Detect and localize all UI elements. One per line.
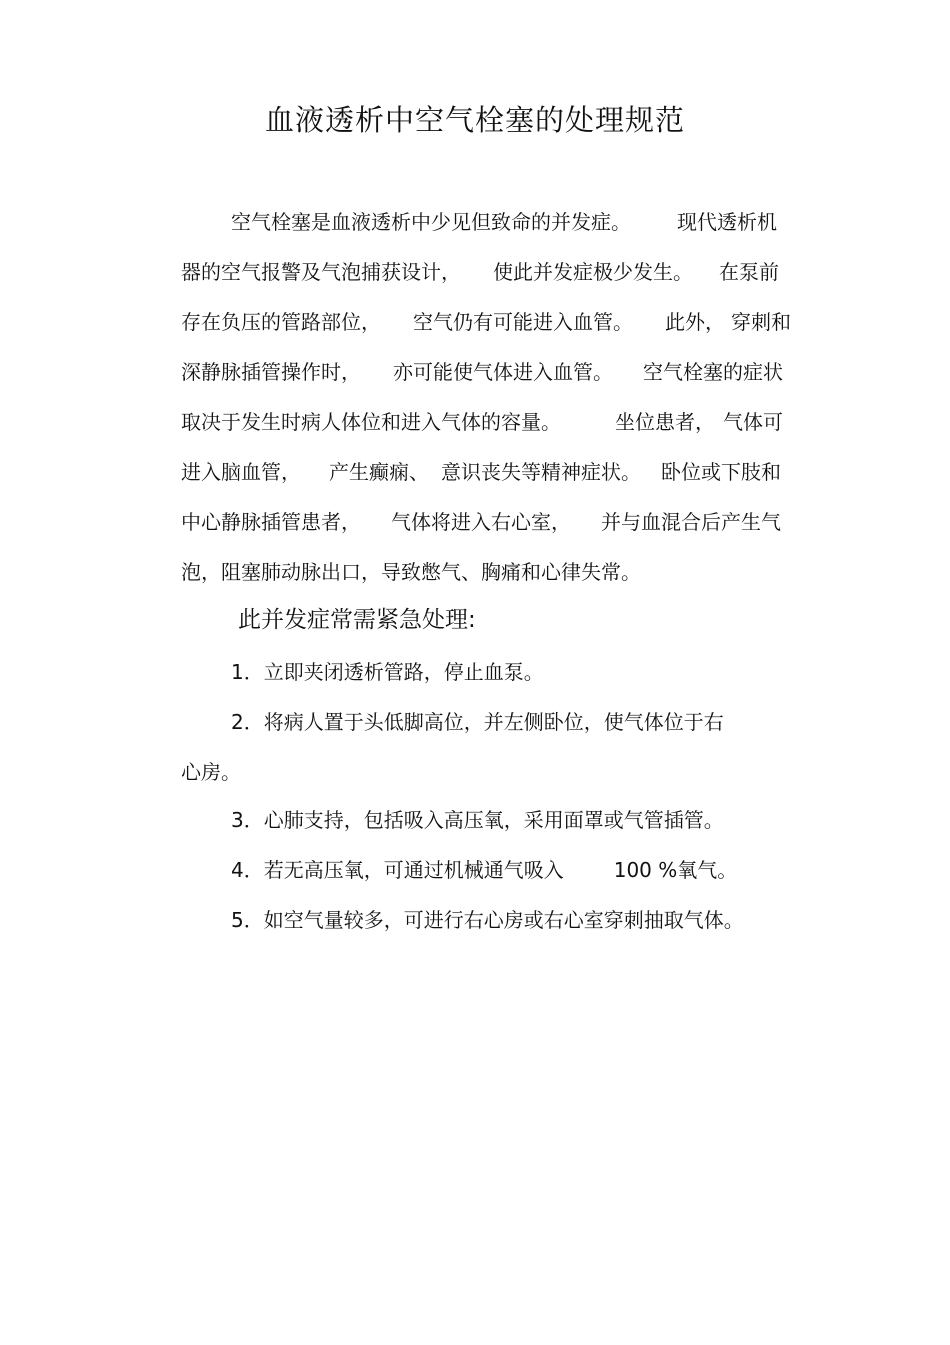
paragraph-line-5 xyxy=(181,408,783,436)
paragraph-line-6 xyxy=(181,458,781,486)
text-segment: 存在负压的管路部位， xyxy=(181,310,381,334)
text-segment: 取决于发生时病人体位和进入气体的容量。 xyxy=(181,410,561,434)
text-segment: 深静脉插管操作时， xyxy=(181,360,361,384)
text-segment: 此外， xyxy=(665,310,725,334)
step-item-5: 5．如空气量较多，可进行右心房或右心室穿刺抽取气体。 xyxy=(231,908,744,932)
text-segment: 穿刺和 xyxy=(731,310,791,334)
text-segment: 气体将进入右心室， xyxy=(391,510,571,534)
text-segment: 卧位或下肢和 xyxy=(661,460,781,484)
step-item-3: 3．心肺支持，包括吸入高压氧，采用面罩或气管插管。 xyxy=(231,808,724,832)
page-title: 血液透析中空气栓塞的处理规范 xyxy=(264,103,685,137)
text-segment: 空气栓塞是血液透析中少见但致命的并发症。 xyxy=(231,210,631,234)
step-item-2-continuation: 心房。 xyxy=(181,760,241,784)
text-segment: 进入脑血管， xyxy=(181,460,301,484)
step-item-2: 2．将病人置于头低脚高位，并左侧卧位，使气体位于右 xyxy=(231,710,724,734)
text-segment: 4．若无高压氧，可通过机械通气吸入 xyxy=(231,858,564,882)
text-segment: 现代透析机 xyxy=(677,210,777,234)
text-segment: 中心静脉插管患者， xyxy=(181,510,361,534)
text-segment: 泡，阻塞肺动脉出口，导致憋气、胸痛和心律失常。 xyxy=(181,560,641,584)
text-segment: 气体可 xyxy=(723,410,783,434)
text-segment: 亦可能使气体进入血管。 xyxy=(393,360,613,384)
text-segment: 并与血混合后产生气 xyxy=(601,510,781,534)
paragraph-line-7 xyxy=(181,508,781,536)
step-item-1: 1．立即夹闭透析管路，停止血泵。 xyxy=(231,660,544,684)
paragraph-line-1 xyxy=(231,208,777,236)
text-segment: 在泵前 xyxy=(719,260,779,284)
paragraph-line-4 xyxy=(181,358,783,386)
step-item-4 xyxy=(231,856,737,884)
text-segment: 坐位患者， xyxy=(615,410,715,434)
paragraph-line-3 xyxy=(181,308,791,336)
text-segment: 意识丧失等精神症状。 xyxy=(441,460,641,484)
text-segment: 产生癫痫、 xyxy=(329,460,429,484)
text-segment: 空气仍有可能进入血管。 xyxy=(413,310,633,334)
text-segment: 空气栓塞的症状 xyxy=(643,360,783,384)
paragraph-line-8 xyxy=(181,558,641,586)
paragraph-line-2 xyxy=(181,258,779,286)
text-segment: 使此并发症极少发生。 xyxy=(493,260,693,284)
text-segment: 100 %氧气。 xyxy=(613,858,738,882)
steps-heading: 此并发症常需紧急处理: xyxy=(238,607,476,633)
text-segment: 器的空气报警及气泡捕获设计， xyxy=(181,260,461,284)
